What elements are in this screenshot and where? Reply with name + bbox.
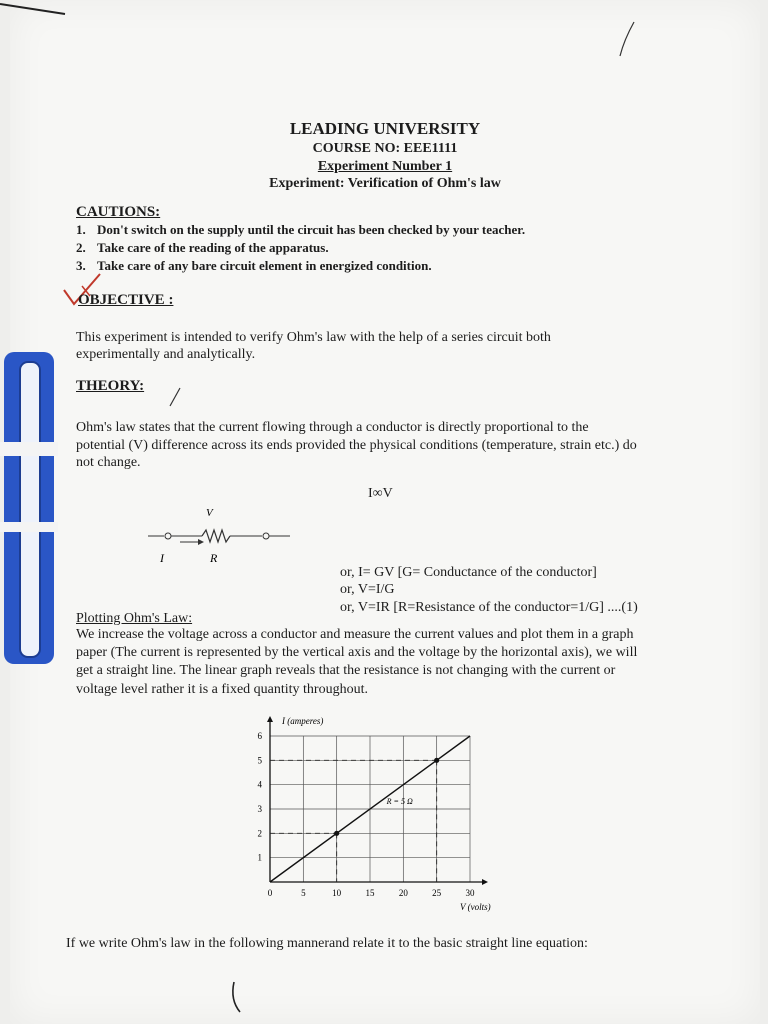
x-tick-label: 5: [301, 888, 306, 898]
resistance-annotation: R = 5 Ω: [386, 797, 413, 807]
pen-mark-icon: [0, 0, 70, 20]
footer-line: If we write Ohm's law in the following mannerand relate it to the basic straight line equation:: [66, 936, 588, 951]
caution-item: [76, 240, 329, 256]
y-tick-label: 4: [257, 779, 262, 790]
tick-mark-icon: [166, 386, 186, 408]
cautions-heading: CAUTIONS:: [76, 204, 161, 220]
caution-number: 3.: [76, 258, 86, 273]
x-tick-label: 15: [365, 888, 375, 898]
y-axis-label: I (amperes): [282, 716, 324, 726]
y-tick-label: 3: [257, 804, 262, 814]
pen-mark-icon: [610, 20, 640, 60]
y-tick-label: 5: [257, 755, 262, 766]
data-point: [434, 758, 439, 763]
plotting-line: voltage level rather it is a fixed quantity throughout.: [76, 682, 368, 697]
binder-clip: [0, 352, 58, 664]
equation-line: or, V=I/G: [340, 582, 395, 597]
x-tick-label: 0: [267, 888, 273, 898]
resistor-circuit-diagram: [140, 500, 300, 570]
data-point: [334, 831, 339, 836]
course-number: COURSE NO: EEE1111: [312, 141, 458, 156]
experiment-number: Experiment Number 1: [317, 159, 453, 174]
objective-heading: OBJECTIVE :: [78, 292, 174, 308]
x-tick-label: 30: [465, 888, 475, 898]
x-axis-label: V (volts): [460, 902, 491, 912]
caution-text: Take care of any bare circuit element in energized condition.: [97, 258, 432, 273]
x-tick-label: 20: [398, 888, 408, 898]
ohm-law-chart: [240, 712, 520, 922]
equation-line: or, V=IR [R=Resistance of the conductor=1/G] ....(1): [340, 600, 638, 615]
current-label: I: [160, 551, 164, 565]
equation-line: or, I= GV [G= Conductance of the conductor]: [340, 565, 597, 580]
pen-mark-icon: [228, 980, 248, 1016]
caution-item: [76, 258, 432, 274]
plotting-heading: Plotting Ohm's Law:: [76, 611, 193, 626]
plotting-line: paper (The current is represented by the vertical axis and the voltage by the horizontal axis), we will: [76, 645, 638, 660]
theory-line: not change.: [76, 455, 141, 470]
y-axis-arrow: [267, 716, 273, 722]
x-tick-label: 25: [432, 888, 442, 898]
y-tick-label: 1: [257, 852, 262, 863]
x-tick-label: 10: [332, 888, 342, 898]
caution-item: [76, 222, 525, 238]
objective-line: experimentally and analytically.: [76, 347, 256, 362]
proportional-relation: I∞V: [368, 486, 393, 501]
caution-text: Take care of the reading of the apparatus.: [97, 240, 329, 255]
caution-text: Don't switch on the supply until the circuit has been checked by your teacher.: [97, 222, 526, 237]
resistance-label: R: [210, 551, 218, 565]
x-axis-arrow: [482, 879, 488, 885]
theory-heading: THEORY:: [76, 378, 145, 394]
y-tick-label: 2: [257, 828, 262, 839]
caution-number: 2.: [76, 240, 86, 255]
experiment-title: Experiment: Verification of Ohm's law: [269, 176, 501, 191]
y-tick-label: 6: [257, 731, 262, 741]
objective-line: This experiment is intended to verify Ohm's law with the help of a series circuit both: [76, 330, 551, 345]
university-name: LEADING UNIVERSITY: [289, 119, 481, 138]
theory-line: potential (V) difference across its ends provided the physical conditions (temperature, strain etc.) do: [76, 438, 637, 453]
plotting-line: We increase the voltage across a conductor and measure the current values and plot them in a graph: [76, 627, 634, 642]
plotting-line: get a straight line. The linear graph reveals that the resistance is not changing with the current or: [76, 663, 616, 678]
caution-number: 1.: [76, 222, 86, 237]
theory-line: Ohm's law states that the current flowing through a conductor is directly proportional to the: [76, 420, 589, 435]
voltage-label: V: [206, 507, 213, 519]
